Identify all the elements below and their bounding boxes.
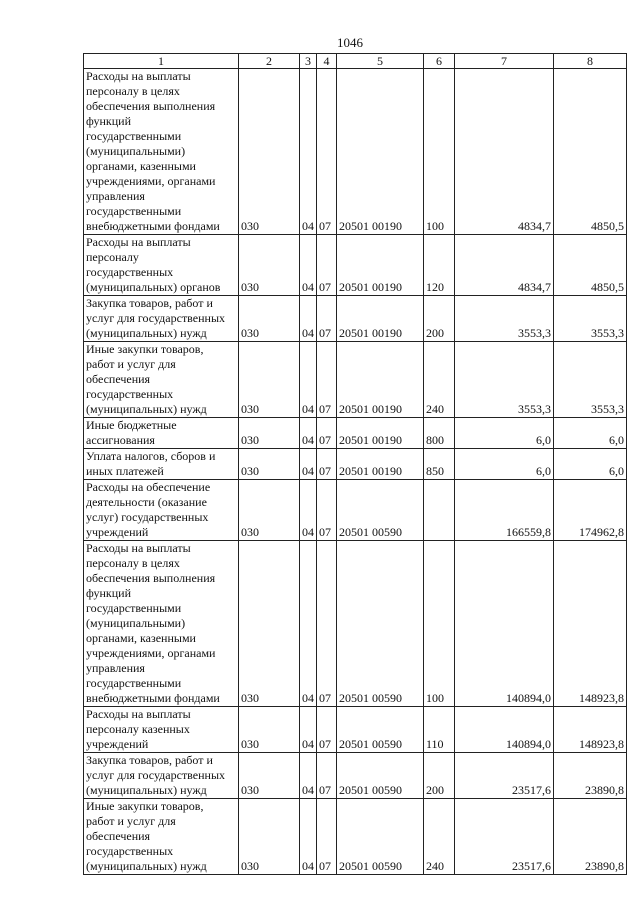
column-header-6: 6 xyxy=(424,54,455,69)
expense-name: Иные бюджетные ассигнования xyxy=(84,418,239,449)
amount-year-2: 4850,5 xyxy=(554,69,627,235)
ministry-code: 030 xyxy=(239,799,300,875)
amount-year-1: 4834,7 xyxy=(455,235,554,296)
expense-name: Расходы на выплаты персоналу в целях обеспечения выполнения функций государственными (муниципальными) органами, казенными учреждениями, органами управления государственными внебюджетными фондами xyxy=(84,69,239,235)
ministry-code: 030 xyxy=(239,69,300,235)
section-code: 04 xyxy=(300,342,317,418)
expense-name: Закупка товаров, работ и услуг для государственных (муниципальных) нужд xyxy=(84,753,239,799)
subsection-code: 07 xyxy=(317,449,337,480)
amount-year-2: 6,0 xyxy=(554,418,627,449)
column-header-5: 5 xyxy=(337,54,424,69)
ministry-code: 030 xyxy=(239,342,300,418)
ministry-code: 030 xyxy=(239,418,300,449)
subsection-code: 07 xyxy=(317,541,337,707)
column-header-8: 8 xyxy=(554,54,627,69)
expense-type-code: 200 xyxy=(424,296,455,342)
table-row xyxy=(84,480,627,541)
section-code: 04 xyxy=(300,753,317,799)
subsection-code: 07 xyxy=(317,235,337,296)
amount-year-2: 4850,5 xyxy=(554,235,627,296)
expense-name: Иные закупки товаров, работ и услуг для обеспечения государственных (муниципальных) нужд xyxy=(84,799,239,875)
page-number: 1046 xyxy=(337,35,363,50)
amount-year-1: 6,0 xyxy=(455,449,554,480)
amount-year-1: 140894,0 xyxy=(455,541,554,707)
ministry-code: 030 xyxy=(239,235,300,296)
expense-type-code: 100 xyxy=(424,541,455,707)
amount-year-1: 140894,0 xyxy=(455,707,554,753)
amount-year-2: 3553,3 xyxy=(554,342,627,418)
subsection-code: 07 xyxy=(317,799,337,875)
amount-year-1: 4834,7 xyxy=(455,69,554,235)
subsection-code: 07 xyxy=(317,480,337,541)
amount-year-1: 3553,3 xyxy=(455,296,554,342)
expense-name: Расходы на выплаты персоналу государственных (муниципальных) органов xyxy=(84,235,239,296)
budget-table xyxy=(83,53,627,875)
section-code: 04 xyxy=(300,541,317,707)
amount-year-2: 6,0 xyxy=(554,449,627,480)
expense-name: Расходы на выплаты персоналу казенных учреждений xyxy=(84,707,239,753)
table-row xyxy=(84,541,627,707)
table-row xyxy=(84,449,627,480)
subsection-code: 07 xyxy=(317,69,337,235)
amount-year-2: 148923,8 xyxy=(554,541,627,707)
table-row xyxy=(84,69,627,235)
table-row xyxy=(84,418,627,449)
expense-name: Расходы на выплаты персоналу в целях обеспечения выполнения функций государственными (муниципальными) органами, казенными учреждениями, органами управления государственными внебюджетными фондами xyxy=(84,541,239,707)
section-code: 04 xyxy=(300,480,317,541)
table-body xyxy=(84,69,627,875)
ministry-code: 030 xyxy=(239,707,300,753)
expense-name: Уплата налогов, сборов и иных платежей xyxy=(84,449,239,480)
section-code: 04 xyxy=(300,418,317,449)
amount-year-1: 166559,8 xyxy=(455,480,554,541)
section-code: 04 xyxy=(300,707,317,753)
expense-type-code: 110 xyxy=(424,707,455,753)
expense-type-code: 120 xyxy=(424,235,455,296)
expense-name: Иные закупки товаров, работ и услуг для обеспечения государственных (муниципальных) нужд xyxy=(84,342,239,418)
expense-type-code: 100 xyxy=(424,69,455,235)
target-article-code: 20501 00590 xyxy=(337,753,424,799)
expense-name: Расходы на обеспечение деятельности (оказание услуг) государственных учреждений xyxy=(84,480,239,541)
subsection-code: 07 xyxy=(317,753,337,799)
target-article-code: 20501 00190 xyxy=(337,418,424,449)
amount-year-1: 23517,6 xyxy=(455,753,554,799)
target-article-code: 20501 00190 xyxy=(337,449,424,480)
subsection-code: 07 xyxy=(317,296,337,342)
target-article-code: 20501 00590 xyxy=(337,541,424,707)
subsection-code: 07 xyxy=(317,342,337,418)
column-header-2: 2 xyxy=(239,54,300,69)
expense-type-code: 850 xyxy=(424,449,455,480)
target-article-code: 20501 00590 xyxy=(337,480,424,541)
amount-year-2: 23890,8 xyxy=(554,753,627,799)
target-article-code: 20501 00590 xyxy=(337,707,424,753)
target-article-code: 20501 00190 xyxy=(337,296,424,342)
table-row xyxy=(84,753,627,799)
amount-year-2: 148923,8 xyxy=(554,707,627,753)
column-header-7: 7 xyxy=(455,54,554,69)
target-article-code: 20501 00190 xyxy=(337,235,424,296)
expense-type-code: 240 xyxy=(424,342,455,418)
table-row xyxy=(84,235,627,296)
column-header-1: 1 xyxy=(84,54,239,69)
target-article-code: 20501 00190 xyxy=(337,69,424,235)
target-article-code: 20501 00590 xyxy=(337,799,424,875)
table-row xyxy=(84,799,627,875)
expense-type-code: 200 xyxy=(424,753,455,799)
amount-year-2: 23890,8 xyxy=(554,799,627,875)
subsection-code: 07 xyxy=(317,707,337,753)
amount-year-1: 23517,6 xyxy=(455,799,554,875)
section-code: 04 xyxy=(300,235,317,296)
ministry-code: 030 xyxy=(239,541,300,707)
expense-type-code xyxy=(424,480,455,541)
table-row xyxy=(84,707,627,753)
target-article-code: 20501 00190 xyxy=(337,342,424,418)
ministry-code: 030 xyxy=(239,449,300,480)
subsection-code: 07 xyxy=(317,418,337,449)
expense-type-code: 800 xyxy=(424,418,455,449)
amount-year-2: 174962,8 xyxy=(554,480,627,541)
ministry-code: 030 xyxy=(239,296,300,342)
section-code: 04 xyxy=(300,799,317,875)
ministry-code: 030 xyxy=(239,480,300,541)
table-row xyxy=(84,296,627,342)
table-row xyxy=(84,342,627,418)
amount-year-1: 3553,3 xyxy=(455,342,554,418)
ministry-code: 030 xyxy=(239,753,300,799)
amount-year-1: 6,0 xyxy=(455,418,554,449)
column-header-3: 3 xyxy=(300,54,317,69)
section-code: 04 xyxy=(300,69,317,235)
expense-type-code: 240 xyxy=(424,799,455,875)
header-row xyxy=(84,54,627,69)
amount-year-2: 3553,3 xyxy=(554,296,627,342)
section-code: 04 xyxy=(300,296,317,342)
section-code: 04 xyxy=(300,449,317,480)
expense-name: Закупка товаров, работ и услуг для государственных (муниципальных) нужд xyxy=(84,296,239,342)
column-header-4: 4 xyxy=(317,54,337,69)
